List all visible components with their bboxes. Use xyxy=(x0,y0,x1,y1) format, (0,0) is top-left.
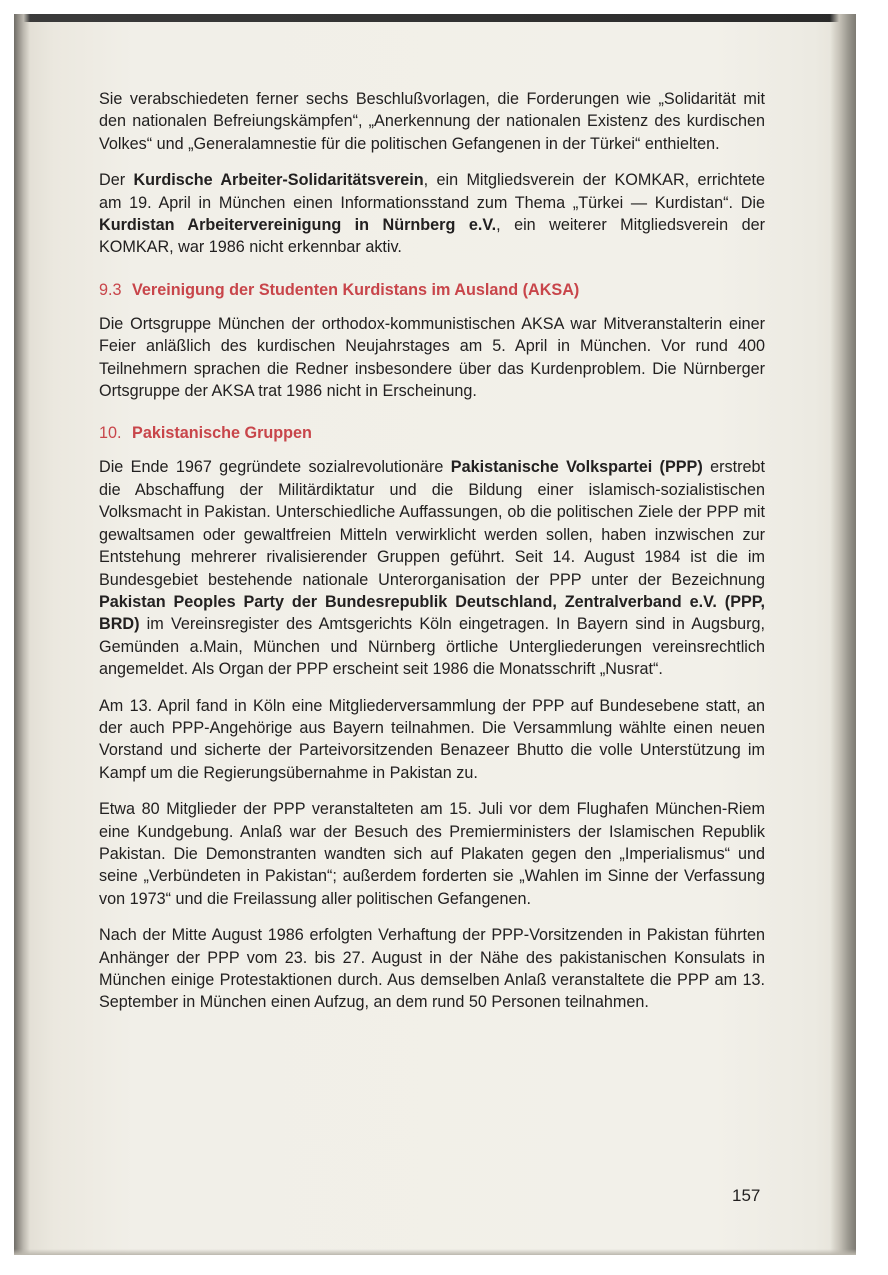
bold-term: Pakistanische Volkspartei (PPP) xyxy=(450,458,703,477)
text-run: Der xyxy=(99,171,134,190)
paragraph xyxy=(99,695,765,785)
text-run: Die Ortsgruppe München der orthodox-kommunistischen AKSA war Mitveranstalterin einer Feier anläßlich des kurdischen Neujahrstages am 5. April in München. Vor rund 400 Teilnehmern sprachen die Redner insbesondere über das Kurdenproblem. Die Nürnberger Ortsgruppe der AKSA trat 1986 nicht in Erscheinung. xyxy=(99,314,765,401)
page-top-edge xyxy=(14,14,856,22)
section-title: Pakistanische Gruppen xyxy=(132,424,312,443)
section-heading-10 xyxy=(99,422,765,444)
page-left-edge xyxy=(14,14,30,1255)
section-title: Vereinigung der Studenten Kurdistans im Ausland (AKSA) xyxy=(132,280,580,299)
text-run: Etwa 80 Mitglieder der PPP veranstalteten am 15. Juli vor dem Flughafen München-Riem eine Kundgebung. Anlaß war der Besuch des Premierministers der Islamischen Republik Pakistan. Die Demonstranten wandten sich auf Plakaten gegen den „Imperialismus“ und seine „Verbündeten in Pakistan“; außerdem forderten sie „Wahlen im Sinne der Verfassung von 1973“ und die Freilassung aller politischen Gefangenen. xyxy=(99,800,765,908)
paragraphs-section-10 xyxy=(99,456,765,1013)
page-content xyxy=(99,88,765,1028)
page-bottom-edge xyxy=(14,1249,856,1255)
text-run: Am 13. April fand in Köln eine Mitgliederversammlung der PPP auf Bundesebene statt, an der auch PPP-Angehörige aus Bayern teilnahmen. Die Versammlung wählte einen neuen Vorstand und sicherte der Parteivorsitzenden Benazeer Bhutto die volle Unterstützung im Kampf um die Regierungsübernahme in Pakistan zu. xyxy=(99,696,765,782)
bold-term: Kurdistan Arbeitervereinigung in Nürnberg e.V. xyxy=(99,216,497,235)
text-run: erstrebt die Abschaffung der Militärdiktatur und die Bildung einer islamisch-sozialistischen Volksmacht in Pakistan. Unterschiedliche Auffassungen, ob die politischen Ziele der PPP mit gewaltsamen oder gewaltfreien Mitteln verwirklicht werden sollen, haben inzwischen zur Entstehung mehrerer rivalisierender Gruppen geführt. Seit 14. August 1984 ist die im Bundesgebiet bestehende nationale Unterorganisation der PPP unter der Bezeichnung xyxy=(99,458,765,589)
text-run: Die Ende 1967 gegründete sozialrevolutionäre xyxy=(99,458,451,477)
paragraph xyxy=(99,798,765,910)
section-number: 9.3 xyxy=(99,280,122,299)
text-run: Sie verabschiedeten ferner sechs Beschlußvorlagen, die Forderungen wie „Solidarität mit den nationalen Befreiungskämpfen“, „Anerkennung der nationalen Existenz des kurdischen Volkes“ und „Generalamnestie für die politischen Gefangenen in der Türkei“ enthielten. xyxy=(99,90,765,153)
paragraphs-section-9-3 xyxy=(99,313,765,403)
bold-term: Pakistan Peoples Party der Bundesrepublik Deutschland, Zentralverband e.V. (PPP, BRD) xyxy=(99,592,765,634)
paragraph xyxy=(99,169,765,259)
section-number: 10. xyxy=(99,424,122,443)
paragraph xyxy=(99,313,765,403)
paragraph xyxy=(99,456,765,680)
text-run: , ein weiterer Mitgliedsverein der KOMKAR, war 1986 nicht erkennbar aktiv. xyxy=(99,216,765,257)
text-run: , ein Mitgliedsverein der KOMKAR, errichtete am 19. April in München einen Informationsstand zum Thema „Türkei — Kurdistan“. Die xyxy=(99,171,765,212)
page-number: 157 xyxy=(732,1186,761,1205)
page-right-edge xyxy=(830,14,856,1255)
bold-term: Kurdische Arbeiter-Solidaritätsverein xyxy=(133,171,424,190)
paragraphs-intro xyxy=(99,88,765,259)
paragraph xyxy=(99,924,765,1014)
text-run: im Vereinsregister des Amtsgerichts Köln eingetragen. In Bayern sind in Augsburg, Gemünden a.Main, München und Nürnberg örtliche Untergliederungen vereinsrechtlich angemeldet. Als Organ der PPP erscheint seit 1986 die Monatsschrift „Nusrat“. xyxy=(99,615,765,679)
text-run: Nach der Mitte August 1986 erfolgten Verhaftung der PPP-Vorsitzenden in Pakistan führten Anhänger der PPP vom 23. bis 27. August in der Nähe des pakistanischen Konsulats in München einige Protestaktionen durch. Aus demselben Anlaß veranstaltete die PPP am 13. September in München einen Aufzug, an dem rund 50 Personen teilnahmen. xyxy=(99,926,765,1012)
paragraph xyxy=(99,88,765,155)
section-heading-9-3 xyxy=(99,279,765,301)
